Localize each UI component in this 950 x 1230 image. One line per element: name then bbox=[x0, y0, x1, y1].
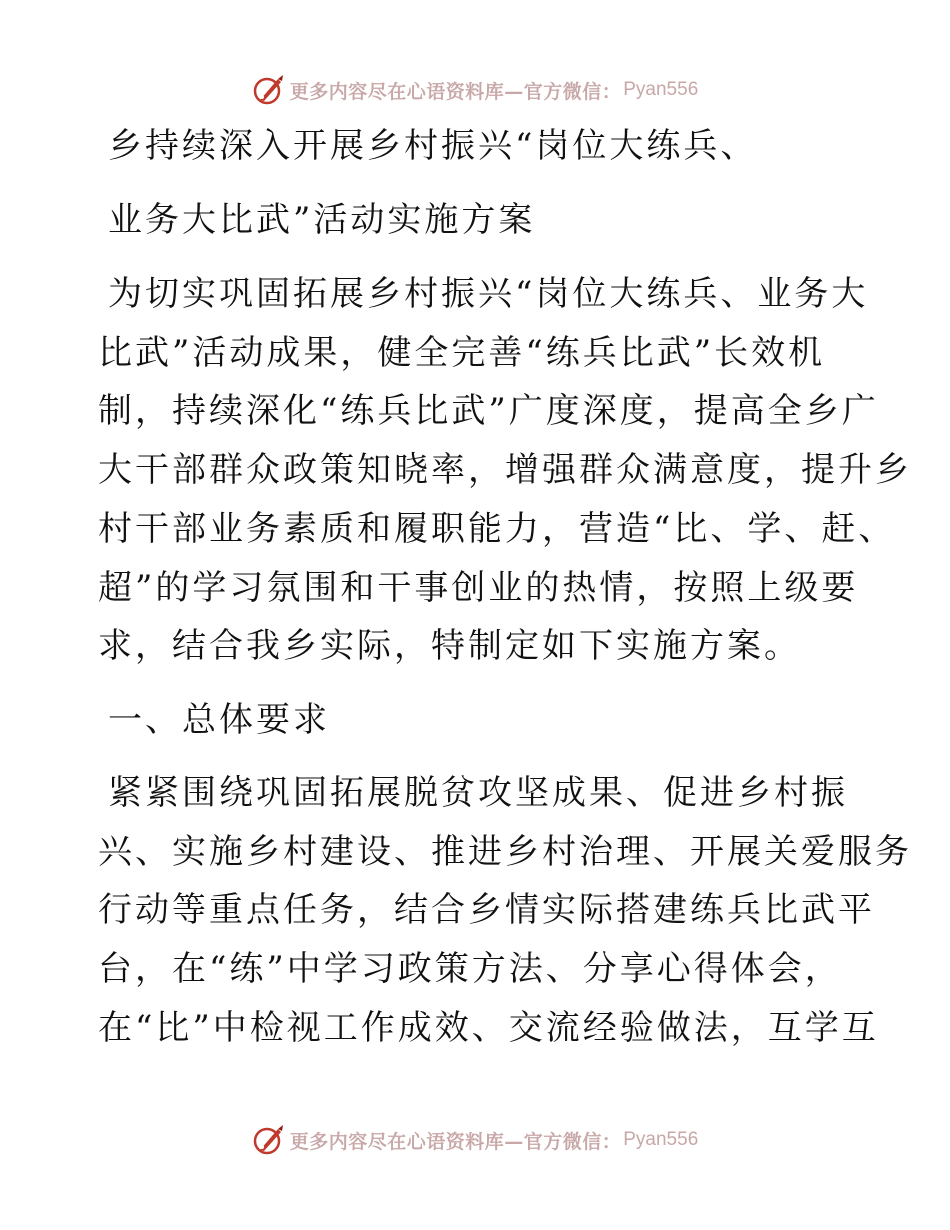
paragraph-1-line-5: 村干部业务素质和履职能力，营造“比、学、赶、 bbox=[98, 509, 896, 549]
footer-watermark bbox=[0, 1120, 950, 1160]
watermark-wechat-id: Pyan556 bbox=[623, 79, 699, 100]
watermark-text: 更多内容尽在心语资料库—官方微信： bbox=[289, 80, 622, 103]
paragraph-2-line-2: 兴、实施乡村建设、推进乡村治理、开展关爱服务 bbox=[98, 832, 912, 872]
paragraph-2-line-3: 行动等重点任务，结合乡情实际搭建练兵比武平 bbox=[98, 890, 875, 930]
paragraph-1-line-7: 求，结合我乡实际，特制定如下实施方案。 bbox=[98, 626, 801, 666]
paragraph-1-line-2: 比武”活动成果，健全完善“练兵比武”长效机 bbox=[98, 333, 826, 373]
document-title-line-1: 乡持续深入开展乡村振兴“岗位大练兵、 bbox=[108, 126, 758, 166]
quill-logo-icon bbox=[252, 73, 286, 107]
watermark-text: 更多内容尽在心语资料库—官方微信： bbox=[289, 1130, 622, 1153]
paragraph-2-line-5: 在“比”中检视工作成效、交流经验做法，互学互 bbox=[98, 1008, 879, 1048]
document-title-line-2: 业务大比武”活动实施方案 bbox=[108, 200, 536, 240]
paragraph-1-line-1: 为切实巩固拓展乡村振兴“岗位大练兵、业务大 bbox=[108, 274, 869, 314]
watermark-wechat-id: Pyan556 bbox=[623, 1129, 699, 1150]
quill-logo-icon bbox=[252, 1123, 286, 1157]
paragraph-1-line-6: 超”的学习氛围和干事创业的热情，按照上级要 bbox=[98, 568, 859, 608]
header-watermark bbox=[0, 70, 950, 110]
paragraph-2-line-4: 台，在“练”中学习政策方法、分享心得体会， bbox=[98, 949, 842, 989]
paragraph-1-line-3: 制，持续深化“练兵比武”广度深度，提高全乡广 bbox=[98, 391, 879, 431]
paragraph-2-line-1: 紧紧围绕巩固拓展脱贫攻坚成果、促进乡村振 bbox=[108, 773, 848, 813]
section-1-heading: 一、总体要求 bbox=[108, 700, 330, 740]
paragraph-1-line-4: 大干部群众政策知晓率，增强群众满意度，提升乡 bbox=[98, 450, 912, 490]
